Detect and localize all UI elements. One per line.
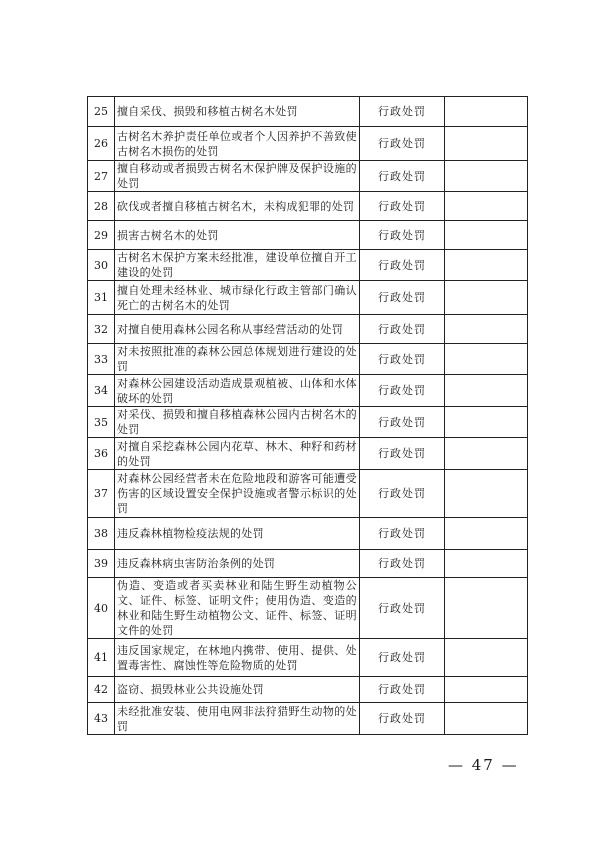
row-type: 行政处罚	[360, 518, 445, 550]
row-type: 行政处罚	[360, 438, 445, 470]
table-row	[88, 438, 528, 470]
row-note	[445, 315, 528, 344]
row-number: 27	[88, 161, 115, 192]
punishment-table	[87, 96, 528, 735]
row-note	[445, 97, 528, 127]
row-note	[445, 677, 528, 703]
table-row	[88, 578, 528, 639]
row-number: 33	[88, 344, 115, 375]
table-row	[88, 161, 528, 192]
row-item: 违反国家规定，在林地内携带、使用、提供、处置毒害性、腐蚀性等危险物质的处罚	[115, 639, 360, 677]
row-type: 行政处罚	[360, 550, 445, 578]
row-type: 行政处罚	[360, 315, 445, 344]
row-type: 行政处罚	[360, 192, 445, 221]
table-row	[88, 344, 528, 375]
row-item: 对未按照批准的森林公园总体规划进行建设的处罚	[115, 344, 360, 375]
row-number: 35	[88, 407, 115, 438]
row-type: 行政处罚	[360, 281, 445, 315]
row-number: 34	[88, 375, 115, 407]
row-type: 行政处罚	[360, 127, 445, 161]
row-number: 36	[88, 438, 115, 470]
row-item: 古树名木养护责任单位或者个人因养护不善致使古树名木损伤的处罚	[115, 127, 360, 161]
row-number: 31	[88, 281, 115, 315]
row-number: 29	[88, 221, 115, 250]
table-row	[88, 315, 528, 344]
row-number: 26	[88, 127, 115, 161]
table-body	[88, 97, 528, 735]
row-type: 行政处罚	[360, 221, 445, 250]
row-item: 损害古树名木的处罚	[115, 221, 360, 250]
table-row	[88, 192, 528, 221]
row-item: 违反森林植物检疫法规的处罚	[115, 518, 360, 550]
row-item: 未经批准安装、使用电网非法狩猎野生动物的处罚	[115, 703, 360, 735]
row-number: 28	[88, 192, 115, 221]
row-type: 行政处罚	[360, 250, 445, 281]
table-row	[88, 97, 528, 127]
row-note	[445, 470, 528, 518]
row-number: 32	[88, 315, 115, 344]
row-number: 41	[88, 639, 115, 677]
row-note	[445, 344, 528, 375]
row-item: 对森林公园经营者未在危险地段和游客可能遭受伤害的区域设置安全保护设施或者警示标识的处罚	[115, 470, 360, 518]
row-note	[445, 639, 528, 677]
row-item: 擅自移动或者损毁古树名木保护牌及保护设施的处罚	[115, 161, 360, 192]
table-row	[88, 518, 528, 550]
row-item: 擅自采伐、损毁和移植古树名木处罚	[115, 97, 360, 127]
table-row	[88, 470, 528, 518]
table-row	[88, 221, 528, 250]
table-row	[88, 281, 528, 315]
row-note	[445, 550, 528, 578]
row-note	[445, 375, 528, 407]
row-note	[445, 407, 528, 438]
row-note	[445, 438, 528, 470]
row-item: 擅自处理未经林业、城市绿化行政主管部门确认死亡的古树名木的处罚	[115, 281, 360, 315]
row-item: 违反森林病虫害防治条例的处罚	[115, 550, 360, 578]
row-type: 行政处罚	[360, 407, 445, 438]
row-note	[445, 161, 528, 192]
table-row	[88, 550, 528, 578]
row-type: 行政处罚	[360, 703, 445, 735]
row-number: 42	[88, 677, 115, 703]
row-type: 行政处罚	[360, 470, 445, 518]
row-note	[445, 578, 528, 639]
row-number: 39	[88, 550, 115, 578]
row-note	[445, 192, 528, 221]
table-row	[88, 250, 528, 281]
table-row	[88, 407, 528, 438]
row-item: 盗窃、损毁林业公共设施处罚	[115, 677, 360, 703]
row-type: 行政处罚	[360, 344, 445, 375]
row-type: 行政处罚	[360, 677, 445, 703]
row-number: 43	[88, 703, 115, 735]
row-note	[445, 127, 528, 161]
row-type: 行政处罚	[360, 639, 445, 677]
row-item: 古树名木保护方案未经批准，建设单位擅自开工建设的处罚	[115, 250, 360, 281]
row-note	[445, 281, 528, 315]
row-type: 行政处罚	[360, 375, 445, 407]
table-row	[88, 375, 528, 407]
row-note	[445, 518, 528, 550]
row-item: 对采伐、损毁和擅自移植森林公园内古树名木的处罚	[115, 407, 360, 438]
row-type: 行政处罚	[360, 161, 445, 192]
row-type: 行政处罚	[360, 578, 445, 639]
row-item: 对森林公园建设活动造成景观植被、山体和水体破坏的处罚	[115, 375, 360, 407]
table-row	[88, 703, 528, 735]
row-item: 对擅自采挖森林公园内花草、林木、种籽和药材的处罚	[115, 438, 360, 470]
row-note	[445, 703, 528, 735]
row-item: 对擅自使用森林公园名称从事经营活动的处罚	[115, 315, 360, 344]
page-number: — 47 —	[448, 756, 519, 774]
row-item: 伪造、变造或者买卖林业和陆生野生动植物公文、证件、标签、证明文件；使用伪造、变造的林业和陆生野生动植物公文、证件、标签、证明文件的处罚	[115, 578, 360, 639]
table-row	[88, 639, 528, 677]
row-item: 砍伐或者擅自移植古树名木，未构成犯罪的处罚	[115, 192, 360, 221]
row-type: 行政处罚	[360, 97, 445, 127]
table-row	[88, 127, 528, 161]
row-note	[445, 250, 528, 281]
row-number: 40	[88, 578, 115, 639]
row-number: 38	[88, 518, 115, 550]
row-number: 30	[88, 250, 115, 281]
row-number: 25	[88, 97, 115, 127]
row-number: 37	[88, 470, 115, 518]
table-row	[88, 677, 528, 703]
row-note	[445, 221, 528, 250]
